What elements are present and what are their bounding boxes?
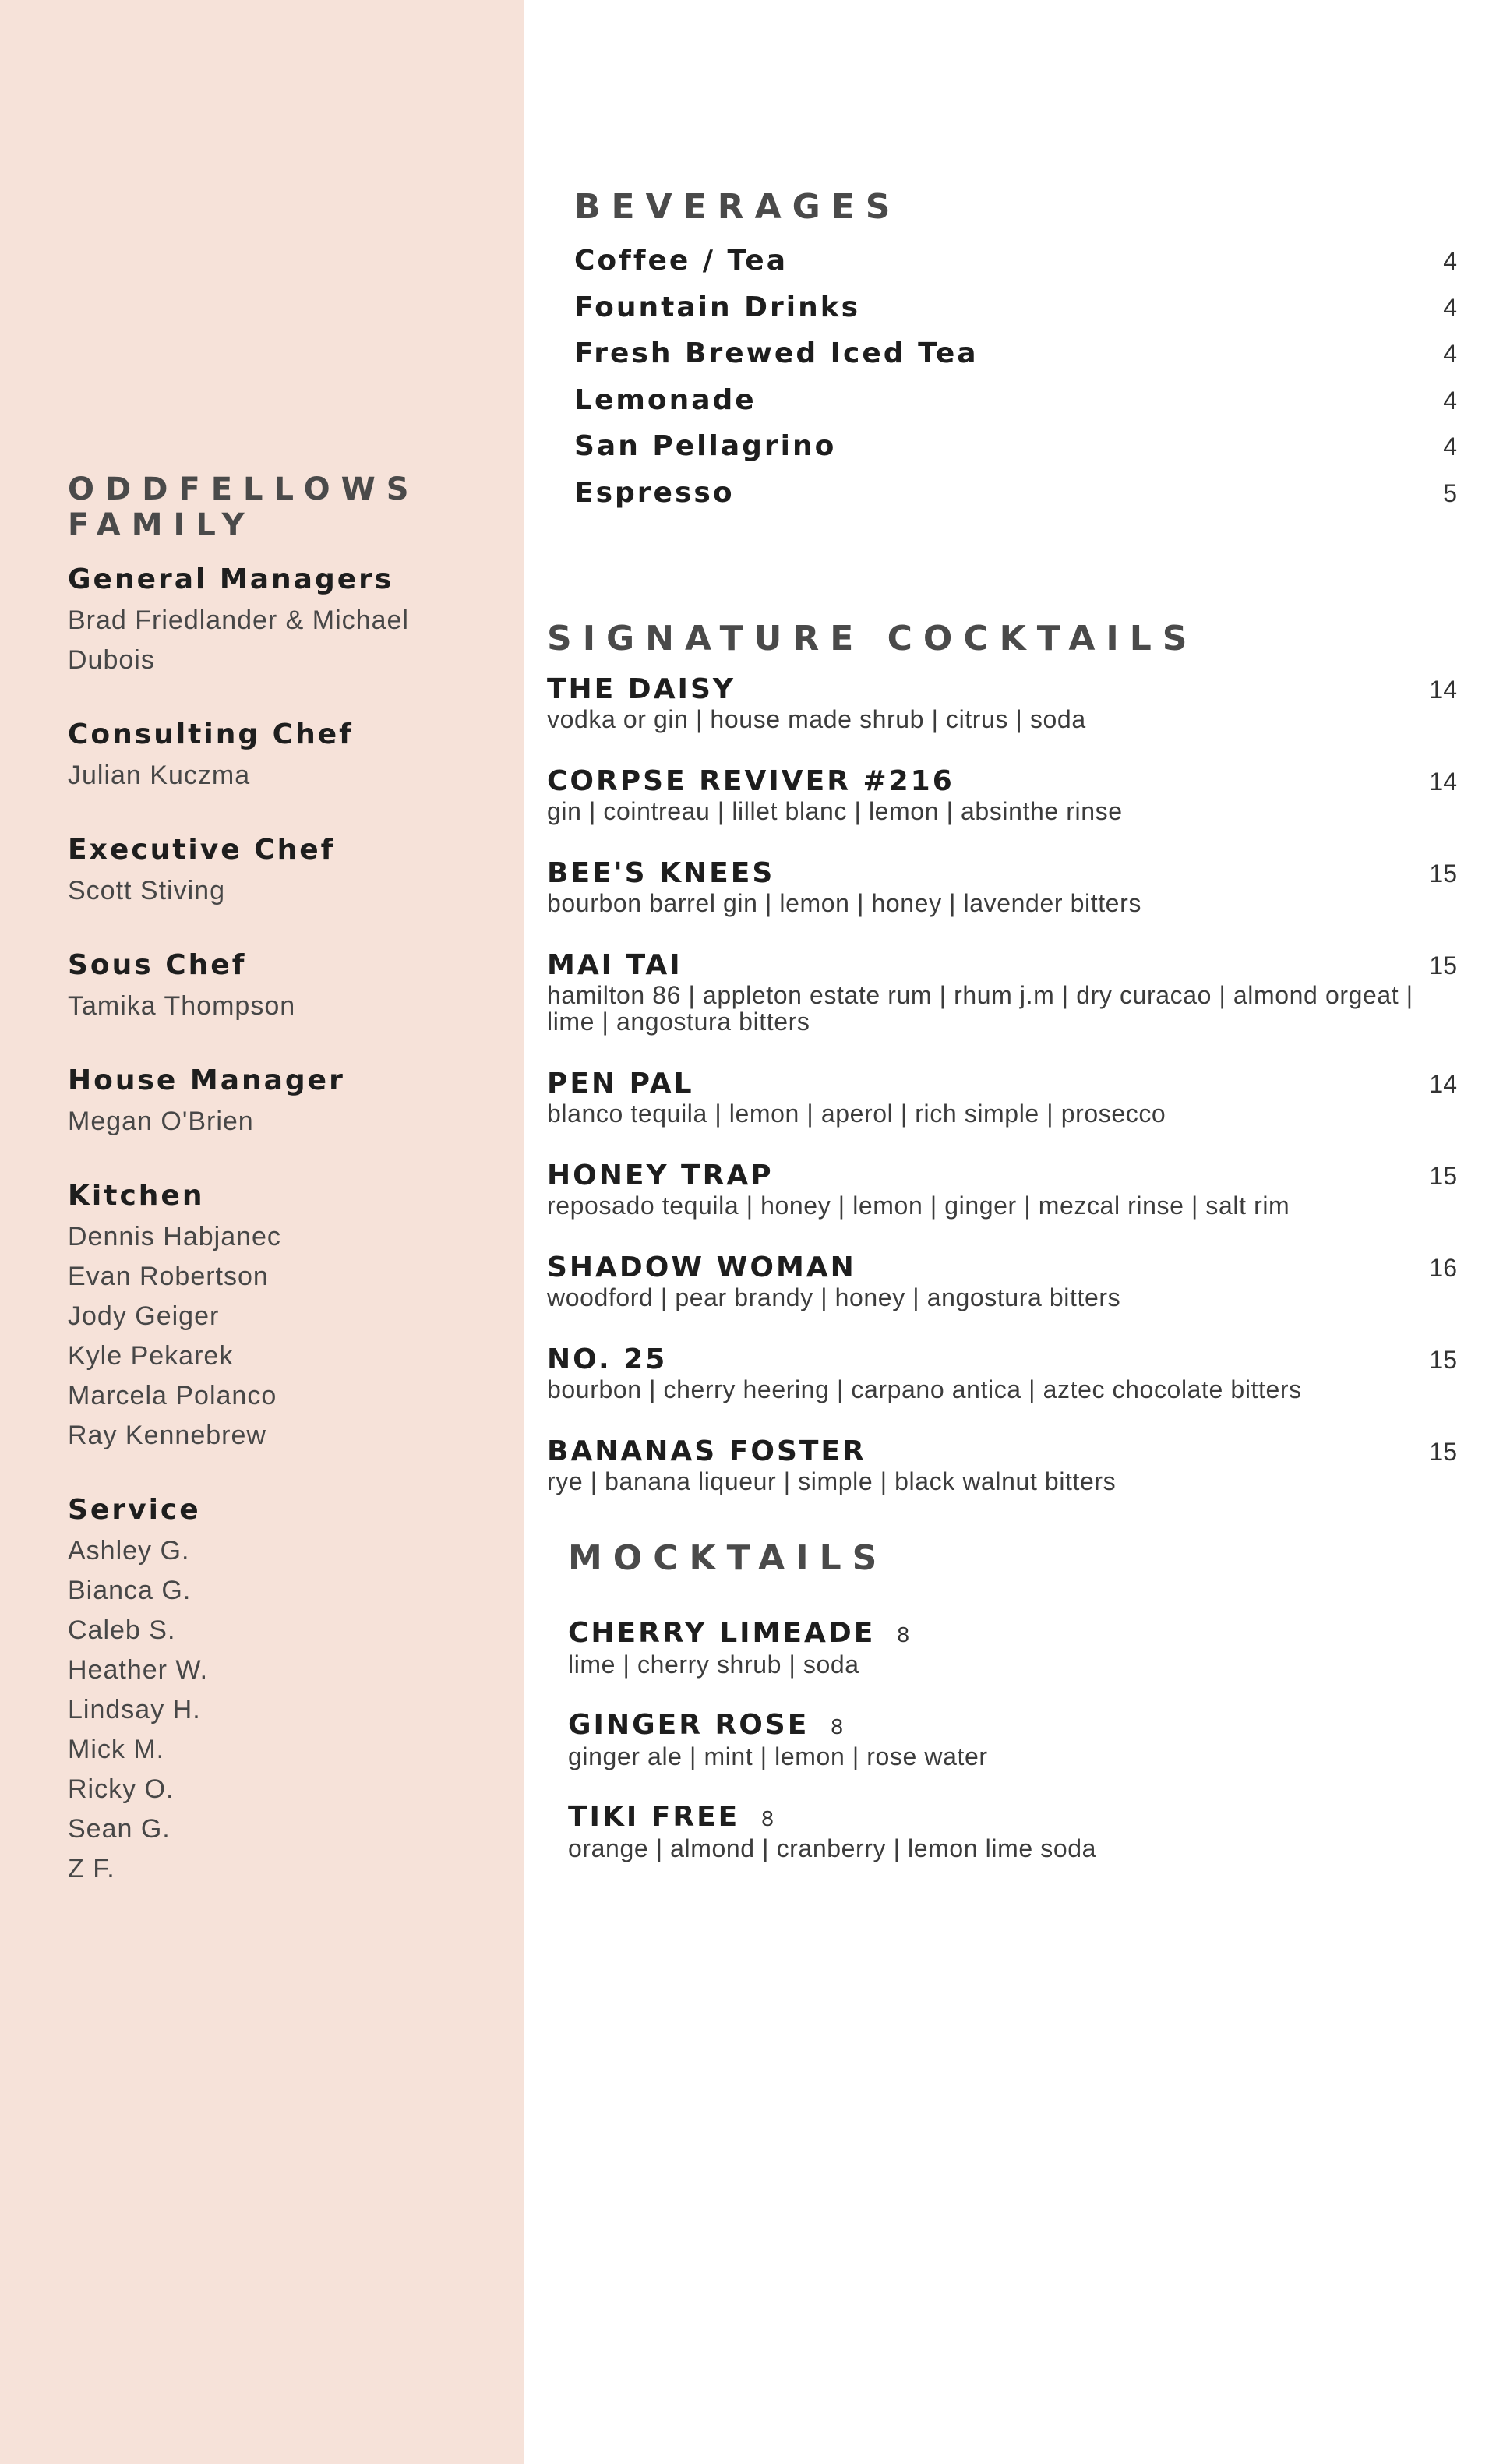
staff-member: Z F. (68, 1854, 115, 1883)
staff-member: Marcela Polanco (68, 1381, 277, 1410)
staff-member: Julian Kuczma (68, 761, 251, 790)
menu-item (568, 1708, 1425, 1770)
menu-item-price: 14 (1429, 1070, 1457, 1098)
menu-item-name: Fresh Brewed Iced Tea (574, 337, 979, 369)
menu-item-name: THE DAISY (547, 673, 736, 705)
menu-item-price: 16 (1429, 1254, 1457, 1282)
menu-item-name: HONEY TRAP (547, 1160, 774, 1191)
role-group (68, 944, 504, 1026)
staff-member: Bianca G. (68, 1576, 192, 1605)
menu-item (547, 1251, 1457, 1311)
mocktails-list (568, 1616, 1425, 1892)
menu-item (574, 238, 1457, 284)
menu-item-name: GINGER ROSE (568, 1709, 810, 1741)
menu-item (547, 673, 1457, 732)
role-group (68, 1059, 504, 1142)
staff-member: Dennis Habjanec (68, 1222, 281, 1251)
mocktails-title: MOCKTAILS (568, 1538, 888, 1578)
staff-member: Heather W. (68, 1655, 209, 1685)
staff-member: Kyle Pekarek (68, 1341, 234, 1371)
menu-item-name: MAI TAI (547, 949, 683, 981)
cocktails-list (547, 673, 1457, 1527)
family-title: ODDFELLOWS FAMILY (68, 471, 420, 543)
menu-item (574, 330, 1457, 377)
menu-item-description: gin | cointreau | lillet blanc | lemon | absinthe rinse (547, 797, 1123, 825)
menu-item (547, 857, 1457, 916)
menu-item-name: NO. 25 (547, 1343, 668, 1375)
menu-item-name: TIKI FREE (568, 1801, 740, 1833)
role-group (68, 1488, 504, 1889)
menu-item-name: Coffee / Tea (574, 245, 789, 277)
staff-member: Ray Kennebrew (68, 1421, 266, 1450)
menu-item-price: 4 (1443, 293, 1457, 322)
menu-item-price: 4 (1443, 386, 1457, 415)
role-title: Executive Chef (68, 834, 336, 866)
menu-item-price: 15 (1429, 860, 1457, 888)
staff-member: Mick M. (68, 1735, 165, 1764)
menu-item-price: 8 (761, 1806, 774, 1830)
menu-item-price: 4 (1443, 247, 1457, 275)
menu-item-price: 8 (831, 1714, 843, 1739)
role-title: Sous Chef (68, 949, 247, 981)
staff-member: Brad Friedlander & Michael Dubois (68, 605, 409, 675)
menu-item-description: rye | banana liqueur | simple | black walnut bitters (547, 1467, 1117, 1495)
menu-item (547, 765, 1457, 824)
menu-item (574, 470, 1457, 517)
menu-item-price: 4 (1443, 432, 1457, 461)
staff-list (68, 558, 504, 1922)
staff-member: Evan Robertson (68, 1262, 269, 1291)
beverages-list (574, 238, 1457, 516)
menu-item-description: woodford | pear brandy | honey | angostura bitters (547, 1283, 1121, 1311)
menu-item-description: ginger ale | mint | lemon | rose water (568, 1742, 988, 1770)
role-group (68, 828, 504, 911)
menu-item-name: Espresso (574, 476, 735, 509)
menu-item-price: 15 (1429, 1438, 1457, 1466)
menu-item-name: CORPSE REVIVER #216 (547, 765, 954, 797)
staff-member: Ashley G. (68, 1536, 190, 1566)
menu-item-description: orange | almond | cranberry | lemon lime soda (568, 1834, 1097, 1862)
beverages-title: BEVERAGES (574, 187, 901, 227)
staff-member: Jody Geiger (68, 1301, 220, 1331)
menu-item-name: Lemonade (574, 383, 757, 416)
menu-item-price: 14 (1429, 676, 1457, 704)
role-title: House Manager (68, 1064, 345, 1096)
menu-item-description: lime | cherry shrub | soda (568, 1650, 859, 1679)
menu-item-name: BEE'S KNEES (547, 857, 775, 889)
menu-item-description: blanco tequila | lemon | aperol | rich simple | prosecco (547, 1100, 1166, 1128)
menu-item (547, 1068, 1457, 1127)
staff-sidebar (0, 0, 524, 2464)
menu-item-description: hamilton 86 | appleton estate rum | rhum j.m | dry curacao | almond orgeat | lime | angostura bitters (547, 981, 1413, 1036)
role-group (68, 713, 504, 796)
menu-item-price: 15 (1429, 1346, 1457, 1374)
menu-item-price: 15 (1429, 951, 1457, 980)
role-group (68, 558, 504, 680)
menu-item (574, 377, 1457, 424)
menu-item-description: bourbon barrel gin | lemon | honey | lavender bitters (547, 889, 1141, 917)
staff-member: Caleb S. (68, 1615, 176, 1645)
menu-item-price: 14 (1429, 768, 1457, 796)
menu-item-price: 5 (1443, 478, 1457, 507)
role-title: Consulting Chef (68, 718, 354, 750)
menu-item-name: SHADOW WOMAN (547, 1251, 856, 1283)
menu-item-name: CHERRY LIMEADE (568, 1617, 876, 1649)
menu-item-description: bourbon | cherry heering | carpano antica | aztec chocolate bitters (547, 1375, 1302, 1403)
menu-item (568, 1800, 1425, 1862)
cocktails-title: SIGNATURE COCKTAILS (547, 619, 1198, 658)
menu-item (547, 1160, 1457, 1219)
role-title: Service (68, 1494, 201, 1526)
menu-item-name: San Pellagrino (574, 430, 837, 462)
staff-member: Megan O'Brien (68, 1107, 254, 1136)
staff-member: Ricky O. (68, 1774, 175, 1804)
menu-item (574, 423, 1457, 470)
menu-item-name: PEN PAL (547, 1068, 694, 1100)
menu-item-price: 8 (897, 1622, 909, 1647)
staff-member: Lindsay H. (68, 1695, 201, 1724)
role-title: Kitchen (68, 1180, 205, 1212)
staff-member: Scott Stiving (68, 876, 225, 905)
menu-item-price: 4 (1443, 340, 1457, 368)
menu-item (547, 1343, 1457, 1403)
menu-item (547, 949, 1457, 1035)
role-group (68, 1174, 504, 1456)
menu-item-price: 15 (1429, 1162, 1457, 1190)
menu-item (574, 284, 1457, 331)
menu-item-name: BANANAS FOSTER (547, 1435, 866, 1467)
menu-item (568, 1616, 1425, 1679)
menu-item-description: reposado tequila | honey | lemon | ginger | mezcal rinse | salt rim (547, 1191, 1290, 1220)
role-title: General Managers (68, 563, 394, 595)
menu-item-name: Fountain Drinks (574, 291, 861, 323)
staff-member: Tamika Thompson (68, 991, 296, 1021)
menu-item (547, 1435, 1457, 1495)
menu-item-description: vodka or gin | house made shrub | citrus | soda (547, 705, 1086, 733)
staff-member: Sean G. (68, 1814, 171, 1844)
